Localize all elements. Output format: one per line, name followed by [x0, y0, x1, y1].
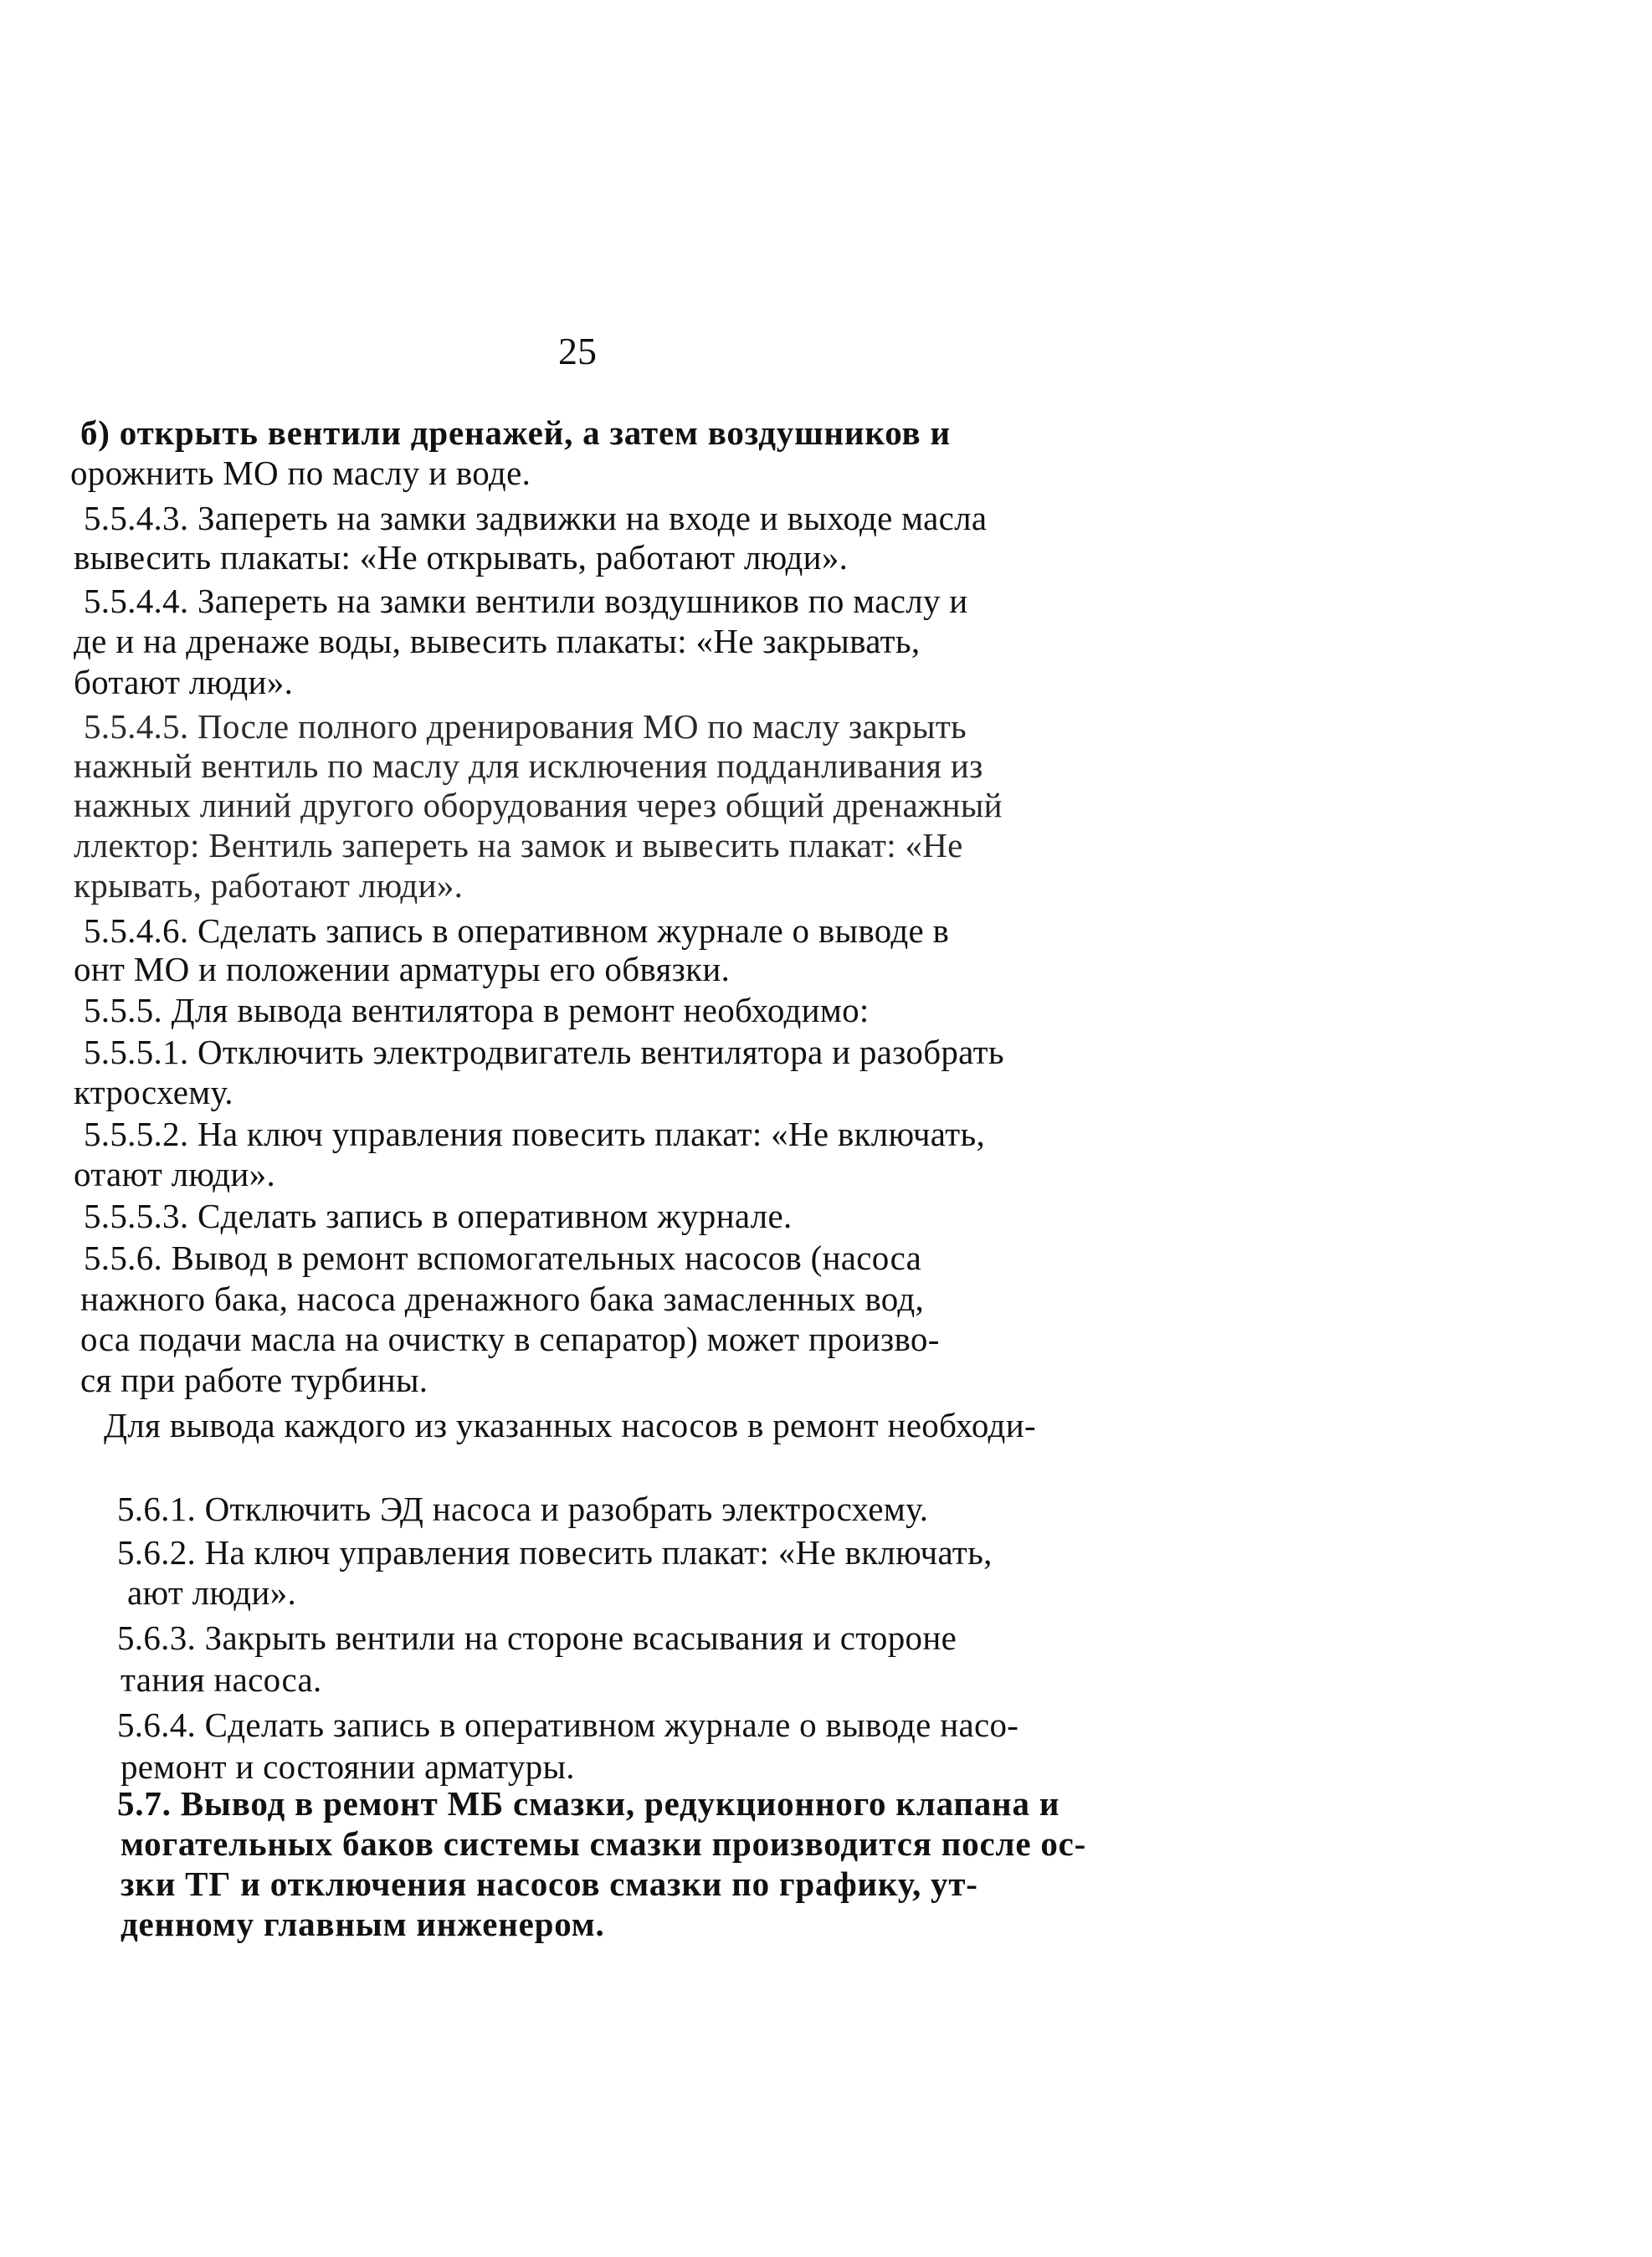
- text-line-29: 5.6.3. Закрыть вентили на стороне всасывания и стороне: [117, 1618, 957, 1657]
- text-line-34: могательных баков системы смазки производится после ос-: [121, 1824, 1087, 1863]
- text-line-15: 5.5.5. Для вывода вентилятора в ремонт необходимо:: [84, 991, 870, 1029]
- text-line-22: нажного бака, насоса дренажного бака замасленных вод,: [80, 1280, 925, 1318]
- text-line-6: де и на дренаже воды, вывесить плакаты: «Не закрывать,: [74, 622, 921, 660]
- text-line-16: 5.5.5.1. Отключить электродвигатель вентилятора и разобрать: [84, 1033, 1004, 1071]
- text-line-13: 5.5.4.6. Сделать запись в оперативном журнале о выводе в: [84, 911, 950, 950]
- text-line-8: 5.5.4.5. После полного дренирования МО по маслу закрыть: [84, 707, 967, 746]
- text-line-18: 5.5.5.2. На ключ управления повесить плакат: «Не включать,: [84, 1115, 985, 1153]
- text-line-33: 5.7. Вывод в ремонт МБ смазки, редукционного клапана и: [117, 1784, 1060, 1823]
- text-line-30: тания насоса.: [121, 1660, 322, 1699]
- text-line-1: б) открыть вентили дренажей, а затем воздушников и: [80, 413, 951, 452]
- text-line-35: зки ТГ и отключения насосов смазки по графику, ут-: [121, 1865, 978, 1903]
- text-line-9: нажный вентиль по маслу для исключения подданливания из: [74, 746, 983, 785]
- text-line-21: 5.5.6. Вывод в ремонт вспомогательных насосов (насоса: [84, 1239, 922, 1277]
- text-line-17: ктросхему.: [74, 1073, 233, 1111]
- text-line-14: онт МО и положении арматуры его обвязки.: [74, 950, 731, 988]
- text-line-27: 5.6.2. На ключ управления повесить плакат: «Не включать,: [117, 1533, 993, 1572]
- text-line-19: отают люди».: [74, 1155, 275, 1193]
- text-line-11: ллектор: Вентиль запереть на замок и вывесить плакат: «Не: [74, 826, 963, 864]
- text-line-32: ремонт и состоянии арматуры.: [121, 1747, 575, 1786]
- text-line-2: орожнить МО по маслу и воде.: [70, 454, 531, 492]
- text-line-31: 5.6.4. Сделать запись в оперативном журнале о выводе насо-: [117, 1706, 1019, 1744]
- text-line-3: 5.5.4.3. Запереть на замки задвижки на входе и выходе масла: [84, 499, 988, 537]
- text-line-23: оса подачи масла на очистку в сепаратор) может произво-: [80, 1320, 940, 1358]
- text-line-4: вывесить плакаты: «Не открывать, работают люди».: [74, 538, 849, 577]
- text-line-12: крывать, работают люди».: [74, 866, 464, 905]
- text-line-10: нажных линий другого оборудования через общий дренажный: [74, 786, 1003, 824]
- text-line-5: 5.5.4.4. Запереть на замки вентили воздушников по маслу и: [84, 582, 968, 620]
- text-line-25: Для вывода каждого из указанных насосов в ремонт необходи-: [104, 1406, 1036, 1444]
- text-line-28: ают люди».: [127, 1573, 297, 1612]
- text-line-24: ся при работе турбины.: [80, 1361, 428, 1399]
- text-line-7: ботают люди».: [74, 663, 294, 701]
- text-line-36: денному главным инженером.: [121, 1905, 605, 1943]
- text-line-26: 5.6.1. Отключить ЭД насоса и разобрать электросхему.: [117, 1490, 929, 1528]
- text-line-20: 5.5.5.3. Сделать запись в оперативном журнале.: [84, 1197, 793, 1235]
- page-number: 25: [558, 330, 597, 372]
